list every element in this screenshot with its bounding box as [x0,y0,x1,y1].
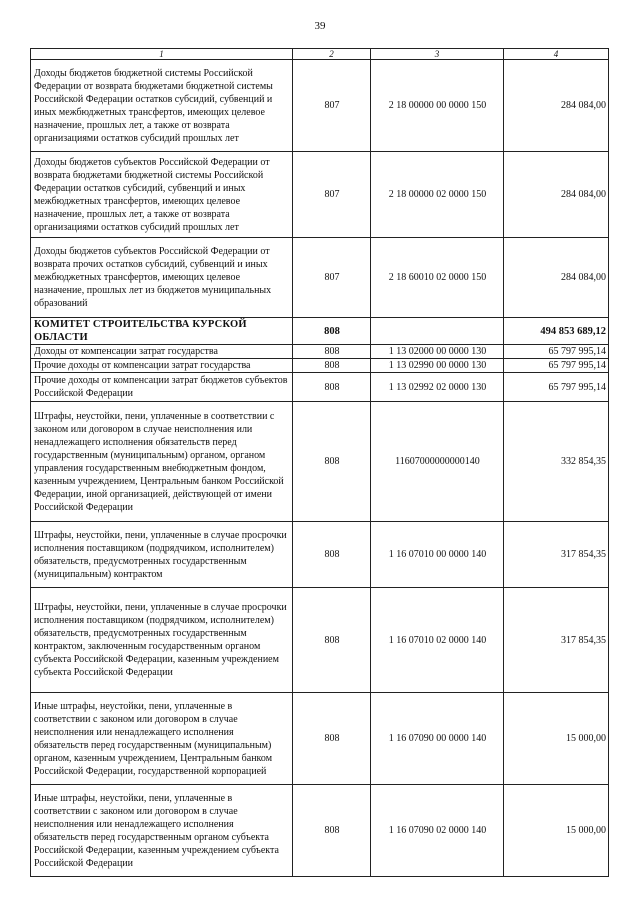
row-amount: 65 797 995,14 [504,345,609,359]
page-number: 39 [314,20,326,32]
row-description: Иные штрафы, неустойки, пени, уплаченные в соответствии с законом или договором в случае неисполнения или ненадлежащего исполнения обязательств перед государственным (муниципальным) органом, казенным учреждением, Центральным банком Российской Федерации, государственной корпорацией [31,693,293,785]
row-amount: 15 000,00 [504,693,609,785]
row-description: Доходы от компенсации затрат государства [31,345,293,359]
row-classification-code: 1 13 02000 00 0000 130 [371,345,504,359]
row-amount: 317 854,35 [504,522,609,588]
table-row [31,345,609,359]
column-header-3: 3 [371,49,504,60]
table-row [31,238,609,318]
row-admin-code: 808 [293,373,371,402]
budget-revenue-table [30,48,609,877]
table-row [31,152,609,238]
table-row [31,785,609,877]
row-amount: 65 797 995,14 [504,359,609,373]
row-classification-code: 1 13 02992 02 0000 130 [371,373,504,402]
row-classification-code: 1 16 07010 02 0000 140 [371,588,504,693]
row-classification-code: 2 18 60010 02 0000 150 [371,238,504,318]
row-amount: 332 854,35 [504,402,609,522]
column-number-row [31,49,609,60]
table-row [31,588,609,693]
row-amount: 65 797 995,14 [504,373,609,402]
row-amount: 494 853 689,12 [504,318,609,345]
row-admin-code: 808 [293,345,371,359]
table-row [31,60,609,152]
row-description: Доходы бюджетов субъектов Российской Федерации от возврата бюджетами бюджетной системы Российской Федерации остатков субсидий, субвенций и иных межбюджетных трансфертов, имеющих целевое назначение, прошлых лет, а также от возврата организациями остатков субсидий прошлых лет [31,152,293,238]
row-admin-code: 808 [293,522,371,588]
row-admin-code: 807 [293,152,371,238]
row-amount: 15 000,00 [504,785,609,877]
row-description: Доходы бюджетов субъектов Российской Федерации от возврата прочих остатков субсидий, субвенций и иных межбюджетных трансфертов, имеющих целевое назначение, прошлых лет из бюджетов муниципальных образований [31,238,293,318]
column-header-2: 2 [293,49,371,60]
row-amount: 317 854,35 [504,588,609,693]
row-classification-code: 11607000000000140 [371,402,504,522]
row-amount: 284 084,00 [504,152,609,238]
column-header-4: 4 [504,49,609,60]
table-row [31,359,609,373]
row-description: Доходы бюджетов бюджетной системы Российской Федерации от возврата бюджетами бюджетной системы Российской Федерации остатков субсидий, субвенций и иных межбюджетных трансфертов, имеющих целевое назначение, прошлых лет, а также от возврата организациями остатков субсидий прошлых лет [31,60,293,152]
column-header-1: 1 [31,49,293,60]
row-description: Иные штрафы, неустойки, пени, уплаченные в соответствии с законом или договором в случае неисполнения или ненадлежащего исполнения обязательств перед государственным органом субъекта Российской Федерации, казенным учреждением субъекта Российской Федерации [31,785,293,877]
table-row [31,402,609,522]
row-admin-code: 808 [293,318,371,345]
row-amount: 284 084,00 [504,238,609,318]
row-classification-code: 2 18 00000 00 0000 150 [371,60,504,152]
row-classification-code: 1 16 07010 00 0000 140 [371,522,504,588]
row-admin-code: 808 [293,402,371,522]
row-description: Штрафы, неустойки, пени, уплаченные в случае просрочки исполнения поставщиком (подрядчиком, исполнителем) обязательств, предусмотренных государственным (муниципальным) контрактом [31,522,293,588]
row-classification-code: 1 16 07090 02 0000 140 [371,785,504,877]
row-admin-code: 808 [293,785,371,877]
row-description: Штрафы, неустойки, пени, уплаченные в соответствии с законом или договором в случае неисполнения или ненадлежащего исполнения обязательств перед государственным (муниципальным) органом, органом управления государственным внебюджетным фондом, казенным учреждением, Центральным банком Российской Федерации, иной организацией, действующей от имени Российской Федерации [31,402,293,522]
row-admin-code: 808 [293,588,371,693]
table-row-section-header [31,318,609,345]
row-description: Штрафы, неустойки, пени, уплаченные в случае просрочки исполнения поставщиком (подрядчиком, исполнителем) обязательств, предусмотренных государственным контрактом, заключенным государственным органом субъекта Российской Федерации, казенным учреждением субъекта Российской Федерации [31,588,293,693]
table-row [31,522,609,588]
row-classification-code: 1 16 07090 00 0000 140 [371,693,504,785]
row-description: Прочие доходы от компенсации затрат бюджетов субъектов Российской Федерации [31,373,293,402]
row-admin-code: 808 [293,359,371,373]
row-classification-code: 1 13 02990 00 0000 130 [371,359,504,373]
row-amount: 284 084,00 [504,60,609,152]
table-row [31,693,609,785]
row-admin-code: 807 [293,60,371,152]
row-classification-code [371,318,504,345]
row-classification-code: 2 18 00000 02 0000 150 [371,152,504,238]
table-row [31,373,609,402]
row-admin-code: 808 [293,693,371,785]
section-title: КОМИТЕТ СТРОИТЕЛЬСТВА КУРСКОЙ ОБЛАСТИ [31,318,293,345]
row-description: Прочие доходы от компенсации затрат государства [31,359,293,373]
row-admin-code: 807 [293,238,371,318]
